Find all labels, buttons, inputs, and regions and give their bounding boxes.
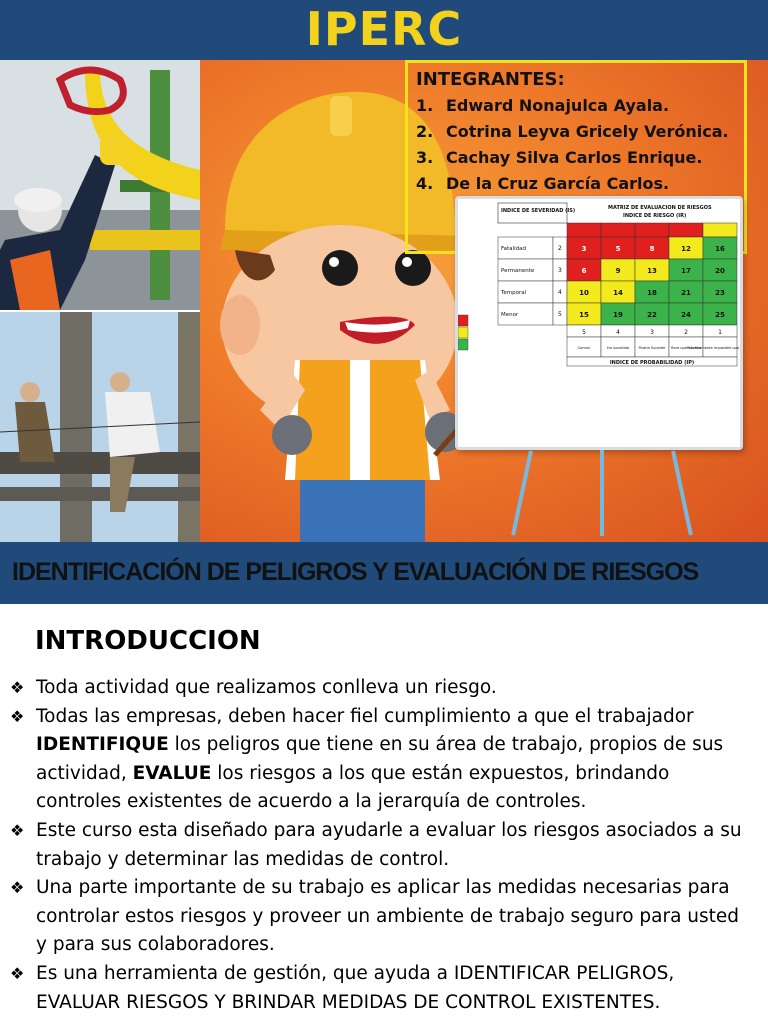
severity-label: Permanente: [501, 268, 535, 274]
list-item: ❖ Es una herramienta de gestión, que ayuda a IDENTIFICAR PELIGROS, EVALUAR RIESGOS Y BRINDAR MEDIDAS DE CONTROL EXISTENTES.: [10, 960, 750, 1017]
probability-label: Común: [577, 346, 591, 350]
matrix-cell-value: 21: [681, 289, 691, 297]
severity-index: 4: [558, 289, 562, 296]
matrix-cell-value: 25: [715, 311, 725, 319]
team-member: 2. Cotrina Leyva Gricely Verónica.: [416, 122, 729, 141]
diamond-bullet-icon: ❖: [10, 963, 25, 983]
probability-index: 4: [616, 329, 620, 336]
list-item: ❖ Todas las empresas, deben hacer fiel cumplimiento a que el trabajador IDENTIFIQUE los peligros que tiene en su área de trabajo, propios de sus actividad, EVALUE los riesgos a los que están expuestos, brindando controles existentes de acuerdo a la jerarquía de controles.: [10, 703, 750, 817]
team-list: [416, 93, 736, 197]
board-leg: [600, 450, 604, 536]
severity-index: 5: [558, 311, 562, 318]
matrix-cell-value: 17: [681, 267, 691, 275]
matrix-cell-value: 3: [581, 245, 587, 253]
header-bar: [0, 0, 768, 60]
probability-label: Raro que suceda: [670, 346, 702, 350]
diamond-bullet-icon: ❖: [10, 678, 25, 697]
matrix-cell: [635, 223, 669, 237]
matrix-subtitle: INDICE DE RIESGO (IR): [623, 213, 687, 219]
probability-label: Podría Suceder: [638, 346, 666, 350]
risk-matrix: [458, 199, 740, 447]
matrix-cell: [601, 223, 635, 237]
probability-label: Prácticamente imposible que: [686, 346, 740, 350]
legend-swatch: [458, 327, 468, 338]
list-item: ❖ Toda actividad que realizamos conlleva un riesgo.: [10, 674, 750, 703]
matrix-cell-value: 15: [579, 311, 589, 319]
matrix-cell-value: 19: [613, 311, 623, 319]
probability-header: INDICE DE PROBABILIDAD (IP): [609, 360, 695, 366]
severity-label: Fatalidad: [501, 246, 526, 252]
matrix-cell-value: 14: [613, 289, 623, 297]
probability-index: 2: [684, 329, 688, 336]
matrix-cell-value: 8: [649, 245, 655, 253]
probability-label: Ha sucedido: [606, 346, 630, 350]
matrix-cell-value: 5: [615, 245, 621, 253]
matrix-cell-value: 22: [647, 311, 657, 319]
intro-heading: INTRODUCCION: [35, 626, 261, 656]
severity-label: Menor: [501, 312, 519, 318]
diamond-bullet-icon: ❖: [10, 820, 25, 840]
probability-index: 1: [718, 329, 722, 336]
diamond-bullet-icon: ❖: [10, 878, 25, 898]
matrix-cell: [669, 223, 703, 237]
probability-index: 3: [650, 329, 654, 336]
list-item: ❖ Este curso esta diseñado para ayudarle a evaluar los riesgos asociados a su trabajo y determinar las medidas de control.: [10, 817, 750, 874]
risk-matrix-board: [455, 196, 743, 450]
matrix-cell-value: 6: [581, 267, 587, 275]
matrix-cell-value: 20: [715, 267, 725, 275]
probability-index: 5: [582, 329, 586, 336]
matrix-cell-value: 18: [647, 289, 657, 297]
matrix-cell-value: 10: [579, 289, 589, 297]
matrix-cell-value: 23: [715, 289, 725, 297]
diamond-bullet-icon: ❖: [10, 706, 25, 726]
matrix-cell-value: 12: [681, 245, 691, 253]
team-member: 3. Cachay Silva Carlos Enrique.: [416, 148, 703, 167]
list-item: ❖ Una parte importante de su trabajo es aplicar las medidas necesarias para controlar estos riesgos y proveer un ambiente de trabajo seguro para usted y para sus colaboradores.: [10, 874, 750, 960]
legend-swatch: [458, 315, 468, 326]
team-member: 4. De la Cruz García Carlos.: [416, 174, 670, 193]
severity-label: Temporal: [501, 290, 527, 296]
matrix-cell: [567, 223, 601, 237]
legend-swatch: [458, 339, 468, 350]
page-title: IPERC: [305, 2, 463, 56]
worker-valve-photo: [0, 60, 200, 310]
matrix-cell-value: 16: [715, 245, 725, 253]
section-banner-title: IDENTIFICACIÓN DE PELIGROS Y EVALUACIÓN DE RIESGOS: [12, 558, 699, 586]
severity-header-text: INDICE DE SEVERIDAD (IS): [501, 208, 576, 214]
team-title: INTEGRANTES:: [416, 69, 565, 90]
intro-bullet-list: [10, 674, 750, 1017]
matrix-cell-value: 9: [615, 267, 621, 275]
steel-workers-photo: [0, 310, 200, 542]
team-member: 1. Edward Nonajulca Ayala.: [416, 96, 670, 115]
severity-index: 2: [558, 245, 562, 252]
section-banner: [0, 542, 768, 604]
severity-index: 3: [558, 267, 562, 274]
matrix-cell: [703, 223, 737, 237]
matrix-cell-value: 13: [647, 267, 657, 275]
matrix-cell-value: 24: [681, 311, 691, 319]
matrix-title: MATRIZ DE EVALUACION DE RIESGOS: [608, 205, 712, 211]
